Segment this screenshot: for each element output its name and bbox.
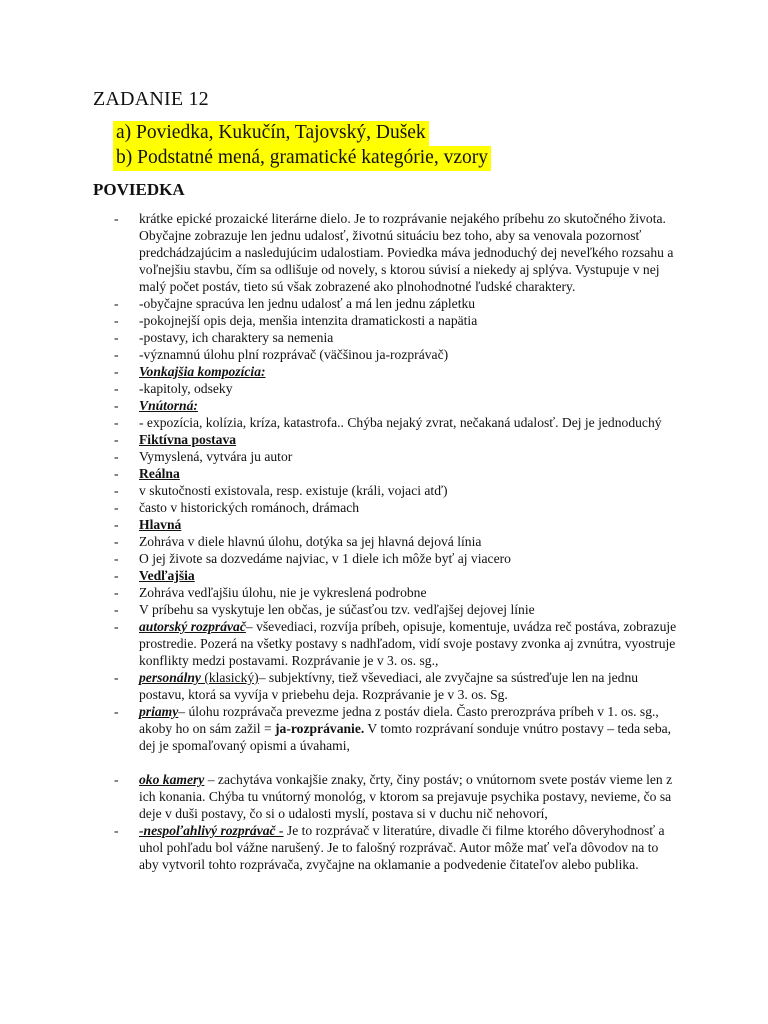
topic-b-highlight: b) Podstatné mená, gramatické kategórie, vzory xyxy=(113,146,491,171)
bullet-dash: - xyxy=(114,432,119,447)
term-priamy: priamy xyxy=(139,704,179,719)
list-item-label xyxy=(0,397,768,414)
term-personalny: personálny xyxy=(139,670,201,685)
item-text xyxy=(139,618,679,669)
item-text xyxy=(139,771,679,822)
term-ja-rozpravanie: ja-rozprávanie. xyxy=(275,721,365,736)
term-qualifier: (klasický) xyxy=(200,670,259,685)
list-item-label xyxy=(0,431,768,448)
topic-a-highlight: a) Poviedka, Kukučín, Tajovský, Dušek xyxy=(113,121,429,146)
item-text: v skutočnosti existovala, resp. existuje (králi, vojaci atď) xyxy=(139,483,448,498)
bullet-list xyxy=(0,210,768,873)
term-realna: Reálna xyxy=(139,466,180,481)
list-item xyxy=(0,482,768,499)
term-vonkajsia-kompozicia: Vonkajšia kompozícia: xyxy=(139,364,266,379)
list-item-label xyxy=(0,567,768,584)
item-text: - expozícia, kolízia, kríza, katastrofa.. Chýba nejaký zvrat, nečakaná udalosť. Dej je jednoduchý xyxy=(139,415,662,430)
item-text: O jej živote sa dozvedáme najviac, v 1 diele ich môže byť aj viacero xyxy=(139,551,511,566)
list-item-autorsky-rozpravac xyxy=(0,618,768,669)
bullet-dash: - xyxy=(114,619,119,634)
term-description: – subjektívny, tiež vševediaci, ale zvyčajne sa sústreďuje len na jednu postavu, ktorá sa vyvíja v priebehu deja. Rozprávanie je v 3. os. Sg. xyxy=(139,670,639,702)
list-item xyxy=(0,329,768,346)
bullet-dash: - xyxy=(114,381,119,396)
list-item xyxy=(0,533,768,550)
bullet-dash: - xyxy=(114,551,119,566)
bullet-dash: - xyxy=(114,670,119,685)
list-item-oko-kamery xyxy=(0,771,768,822)
item-text xyxy=(139,669,679,703)
bullet-dash: - xyxy=(114,347,119,362)
bullet-dash: - xyxy=(114,466,119,481)
page-heading: ZADANIE 12 xyxy=(93,88,209,110)
list-item xyxy=(0,550,768,567)
term-description: – úlohu rozprávača prevezme jedna z postáv diela. Často prerozpráva príbeh v 1. os. sg., akoby ho on sám zažil = xyxy=(139,704,659,736)
item-text xyxy=(139,703,679,754)
bullet-dash: - xyxy=(114,449,119,464)
item-text: Zohráva vedľajšiu úlohu, nie je vykreslená podrobne xyxy=(139,585,427,600)
bullet-dash: - xyxy=(114,500,119,515)
bullet-dash: - xyxy=(114,415,119,430)
bullet-dash: - xyxy=(114,517,119,532)
bullet-dash: - xyxy=(114,772,119,787)
bullet-dash: - xyxy=(114,330,119,345)
bullet-dash: - xyxy=(114,823,119,838)
item-text: Zohráva v diele hlavnú úlohu, dotýka sa jej hlavná dejová línia xyxy=(139,534,482,549)
list-item-label xyxy=(0,465,768,482)
list-item xyxy=(0,312,768,329)
term-description: Je to rozprávač v literatúre, divadle či filme ktorého dôveryhodnosť a uhol pohľadu bol vážne narušený. Je to falošný rozprávač. Autor môže mať veľa dôvodov na to aby vytvoril tohto rozprávača, zvyčajne na oklamanie a podvedenie čitateľov alebo publika. xyxy=(139,823,665,872)
list-item-label xyxy=(0,516,768,533)
bullet-dash: - xyxy=(114,585,119,600)
item-text: krátke epické prozaické literárne dielo. Je to rozprávanie nejakého príbehu zo skutočného života. Obyčajne zobrazuje len jednu udalosť, životnú situáciu bez toho, aby sa venovala pozornosť predchádzajúcim a nasledujúcim udalostiam. Poviedka máva jednoduchý dej neveľkého rozsahu a voľnejšiu stavbu, čím sa odlišuje od novely, s ktorou súvisí a niekedy aj splýva. Vystupuje v nej malý počet postáv, tieto sú však zobrazené ako plnohodnotné ľudské charaktery. xyxy=(139,211,674,294)
bullet-dash: - xyxy=(114,602,119,617)
list-item xyxy=(0,601,768,618)
term-description: – zachytáva vonkajšie znaky, črty, činy postáv; o vnútornom svete postáv vieme len z ich konania. Chýba tu vnútorný monológ, v ktorom sa prejavuje psychika postavy, nevieme, čo sa deje v duši postavy, čo si o udalosti myslí, postava si v duchu nič nehovorí, xyxy=(139,772,673,821)
list-item-priamy xyxy=(0,703,768,754)
term-vnutorna: Vnútorná: xyxy=(139,398,198,413)
term-description: – vševediaci, rozvíja príbeh, opisuje, komentuje, uvádza reč postáva, zobrazuje prostredie. Pozerá na všetky postavy s nadhľadom, vidí svoje postavy zvonka aj zvnútra, vyostruje konflikty medzi postavami. Rozprávanie je v 3. os. sg., xyxy=(139,619,677,668)
bullet-dash: - xyxy=(114,483,119,498)
item-text: -pokojnejší opis deja, menšia intenzita dramatickosti a napätia xyxy=(139,313,478,328)
list-item xyxy=(0,584,768,601)
list-item-nespolahlivy-rozpravac xyxy=(0,822,768,873)
list-item xyxy=(0,499,768,516)
list-item xyxy=(0,414,768,431)
list-item-label xyxy=(0,363,768,380)
bullet-dash: - xyxy=(114,296,119,311)
bullet-dash: - xyxy=(114,364,119,379)
term-prefix: a xyxy=(139,619,146,634)
list-item xyxy=(0,448,768,465)
item-text: Vymyslená, vytvára ju autor xyxy=(139,449,293,464)
item-text: -kapitoly, odseky xyxy=(139,381,233,396)
item-text: -postavy, ich charaktery sa nemenia xyxy=(139,330,334,345)
item-text xyxy=(139,822,679,873)
list-item-personalny xyxy=(0,669,768,703)
term-nespolahlivy-rozpravac: -nespoľahlivý rozprávač - xyxy=(139,823,284,838)
bullet-dash: - xyxy=(114,534,119,549)
term-description-tail: V tomto rozprávaní sonduje vnútro postavy – teda seba, dej je spomaľovaný opismi a úvahami, xyxy=(139,721,672,753)
list-item xyxy=(0,380,768,397)
section-title: POVIEDKA xyxy=(93,180,185,199)
bullet-dash: - xyxy=(114,704,119,719)
item-text: V príbehu sa vyskytuje len občas, je súčasťou tzv. vedľajšej dejovej línie xyxy=(139,602,535,617)
list-item-definition xyxy=(0,210,768,295)
term-vedlajsia: Vedľajšia xyxy=(139,568,195,583)
term-fiktivna-postava: Fiktívna postava xyxy=(139,432,237,447)
bullet-dash: - xyxy=(114,398,119,413)
spacer xyxy=(0,754,768,771)
term-autorsky-rozpravac: utorský rozprávač xyxy=(145,619,246,634)
item-text: často v historických románoch, drámach xyxy=(139,500,360,515)
bullet-dash: - xyxy=(114,568,119,583)
list-item xyxy=(0,346,768,363)
bullet-dash: - xyxy=(114,211,119,226)
item-text: -významnú úlohu plní rozprávač (väčšinou ja-rozprávač) xyxy=(139,347,449,362)
term-oko-kamery: oko kamery xyxy=(139,772,205,787)
bullet-dash: - xyxy=(114,313,119,328)
item-text: -obyčajne spracúva len jednu udalosť a má len jednu zápletku xyxy=(139,296,476,311)
list-item xyxy=(0,295,768,312)
term-hlavna: Hlavná xyxy=(139,517,182,532)
